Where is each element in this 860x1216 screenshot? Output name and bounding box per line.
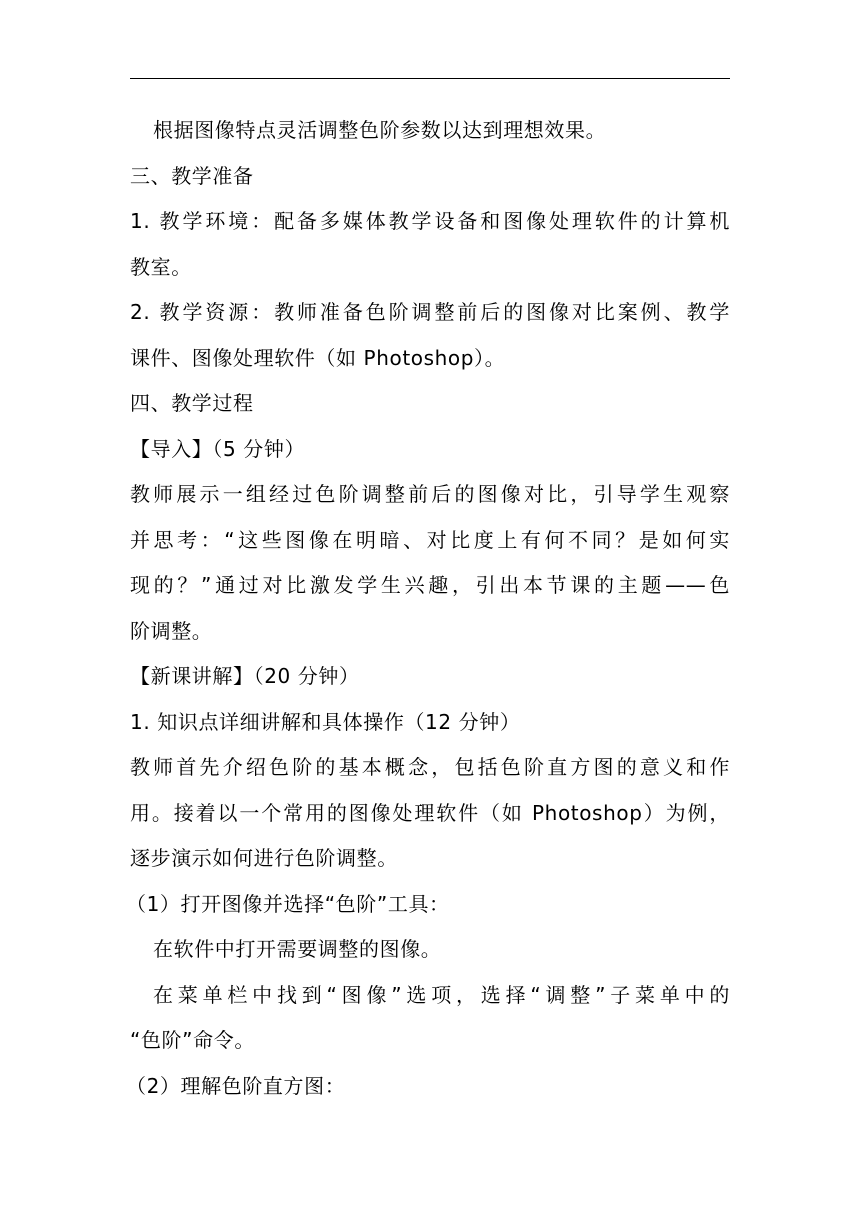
section-heading: 三、教学准备: [130, 163, 254, 188]
paragraph-line: 并思考：“这些图像在明暗、对比度上有何不同？是如何实: [130, 527, 730, 552]
paragraph-line: 根据图像特点灵活调整色阶参数以达到理想效果。: [153, 118, 607, 142]
paragraph-line: 教师首先介绍色阶的基本概念，包括色阶直方图的意义和作: [130, 755, 730, 779]
list-item: 1. 知识点详细讲解和具体操作（12 分钟）: [130, 709, 521, 734]
paragraph-line: 在菜单栏中找到“图像”选项，选择“调整”子菜单中的: [153, 982, 730, 1007]
list-item: （2）理解色阶直方图：: [126, 1073, 346, 1098]
paragraph-line: 现的？”通过对比激发学生兴趣，引出本节课的主题——色: [130, 573, 730, 597]
paragraph-line: 逐步演示如何进行色阶调整。: [130, 846, 398, 870]
document-body: [126, 108, 730, 1109]
header-rule: [130, 78, 730, 79]
paragraph-line: 教师展示一组经过色阶调整前后的图像对比，引导学生观察: [130, 482, 730, 506]
section-heading: 四、教学过程: [130, 391, 254, 415]
paragraph-line: 阶调整。: [130, 618, 213, 643]
paragraph-line: 2. 教学资源：教师准备色阶调整前后的图像对比案例、教学: [130, 300, 730, 324]
paragraph-line: 在软件中打开需要调整的图像。: [153, 937, 442, 961]
list-item: （1）打开图像并选择“色阶”工具：: [126, 891, 450, 916]
subsection-heading: 【导入】（5 分钟）: [130, 436, 306, 461]
paragraph-line: 课件、图像处理软件（如 Photoshop）。: [130, 345, 506, 370]
paragraph-line: “色阶”命令。: [130, 1028, 255, 1052]
paragraph-line: 教室。: [130, 254, 192, 279]
paragraph-line: 1. 教学环境：配备多媒体教学设备和图像处理软件的计算机: [130, 209, 730, 233]
subsection-heading: 【新课讲解】（20 分钟）: [130, 664, 360, 688]
paragraph-line: 用。接着以一个常用的图像处理软件（如 Photoshop）为例，: [130, 800, 730, 825]
